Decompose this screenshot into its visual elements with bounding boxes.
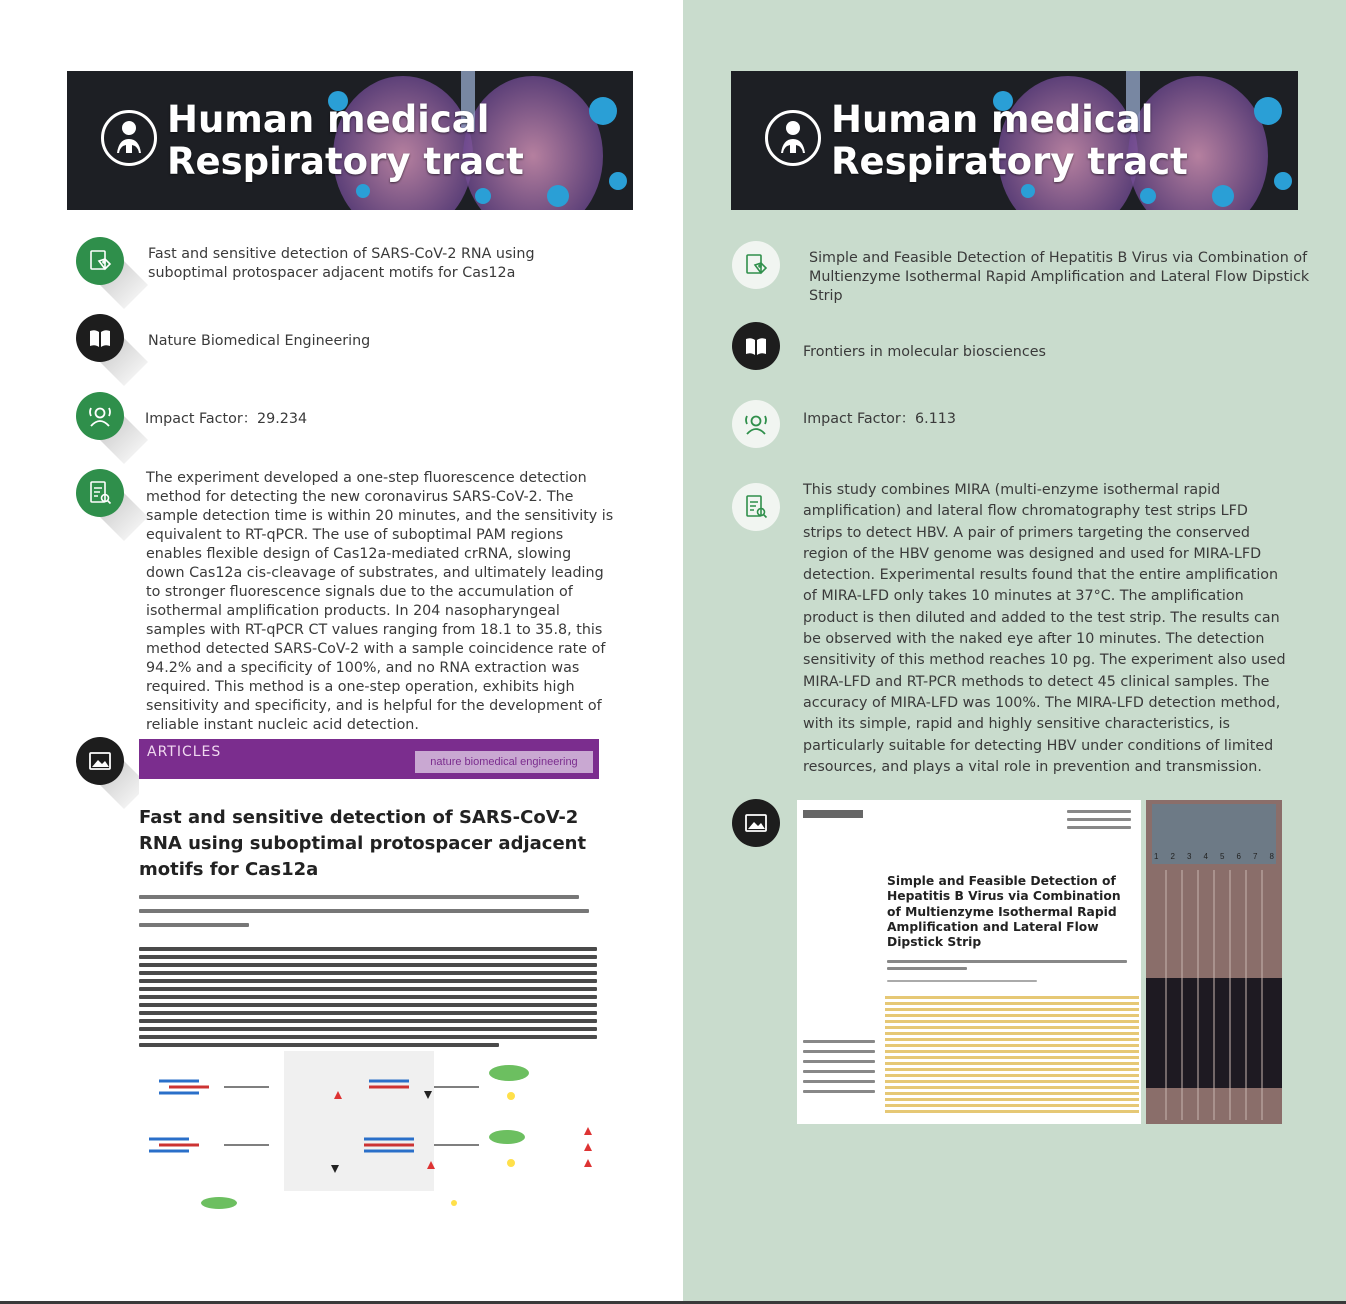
left-banner	[67, 71, 633, 210]
banner-title: Human medical Respiratory tract	[831, 98, 1188, 183]
paper-figure	[797, 800, 1141, 1124]
document-tag-icon	[732, 241, 780, 289]
highlighted-abstract	[885, 996, 1139, 1114]
strip-number: 5	[1220, 852, 1225, 861]
person-voice-icon	[732, 400, 780, 448]
article-summary: This study combines MIRA (multi-enzyme isothermal rapid amplification) and lateral flow chromatography test strips LFD strips to detect HBV. A pair of primers targeting the conserved region of the HBV genome was designed and used for MIRA-LFD detection. Experimental results found that the entire amplification of MIRA-LFD only takes 10 minutes at 37°C. The amplification product is then diluted and added to the test strip. The results can be observed with the naked eye after 10 minutes. The detection sensitivity of this method reaches 10 pg. The experiment also used MIRA-LFD and RT-PCR methods to detect 45 clinical samples. The accuracy of MIRA-LFD was 100%. The MIRA-LFD detection method, with its simple, rapid and highly sensitive characteristics, is particularly suitable for detecting HBV under conditions of limited resources, and plays a vital role in prevention and transmission.	[803, 482, 1286, 775]
journal-name: Nature Biomedical Engineering	[148, 333, 371, 349]
article-title: Fast and sensitive detection of SARS-CoV-2 RNA using suboptimal protospacer adjacent motifs for Cas12a	[148, 246, 535, 281]
strip-number: 8	[1269, 852, 1274, 861]
schematic-diagram	[139, 1051, 599, 1217]
test-strip-photo	[1146, 800, 1282, 1124]
article-title: Simple and Feasible Detection of Hepatitis B Virus via Combination of Multienzyme Isothermal Rapid Amplification and Lateral Flow Dipstick Strip	[809, 250, 1310, 304]
journal-label: nature biomedical engineering	[415, 751, 593, 773]
respiratory-icon	[765, 110, 821, 166]
report-search-icon	[732, 483, 780, 531]
strip-number: 3	[1187, 852, 1192, 861]
book-icon	[76, 314, 124, 362]
journal-name: Frontiers in molecular biosciences	[803, 344, 1046, 360]
impact-factor: Impact Factor：6.113	[803, 411, 956, 427]
document-tag-icon	[76, 237, 124, 285]
article-section-label: ARTICLES	[147, 744, 222, 760]
article-summary: The experiment developed a one-step fluorescence detection method for detecting the new coronavirus SARS-CoV-2. The sample detection time is within 20 minutes, and the sensitivity is equivalent to RT-qPCR. The use of suboptimal PAM regions enables flexible design of Cas12a-mediated crRNA, slowing down Cas12a cis-cleavage of substrates, and ultimately leading to stronger fluorescence signals due to the accumulation of isothermal amplification products. In 204 nasopharyngeal samples with RT-qPCR CT values ranging from 18.1 to 35.8, this method detected SARS-CoV-2 with a sample coincidence rate of 94.2% and a specificity of 100%, and no RNA extraction was required. This method is a one-step operation, exhibits high sensitivity and specificity, and is helpful for the development of reliable instant nucleic acid detection.	[146, 470, 614, 733]
book-icon	[732, 322, 780, 370]
strip-number: 4	[1203, 852, 1208, 861]
report-search-icon	[76, 469, 124, 517]
strip-number: 6	[1236, 852, 1241, 861]
banner-title: Human medical Respiratory tract	[167, 98, 524, 183]
strip-lines	[1146, 800, 1282, 1124]
publisher-logo	[803, 810, 863, 818]
image-icon	[76, 737, 124, 785]
image-icon	[732, 799, 780, 847]
article-figure	[139, 739, 599, 1217]
right-banner	[731, 71, 1298, 210]
respiratory-icon	[101, 110, 157, 166]
impact-factor: Impact Factor：29.234	[145, 411, 308, 427]
strip-number: 2	[1170, 852, 1175, 861]
strip-number: 1	[1154, 852, 1159, 861]
strip-number: 7	[1253, 852, 1258, 861]
figure-title: Fast and sensitive detection of SARS-CoV-2 RNA using suboptimal protospacer adjacent motifs for Cas12a	[139, 807, 587, 880]
person-voice-icon	[76, 392, 124, 440]
paper-title: Simple and Feasible Detection of Hepatitis B Virus via Combination of Multienzyme Isothermal Rapid Amplification and Lateral Flow Dipstick Strip	[887, 874, 1121, 950]
